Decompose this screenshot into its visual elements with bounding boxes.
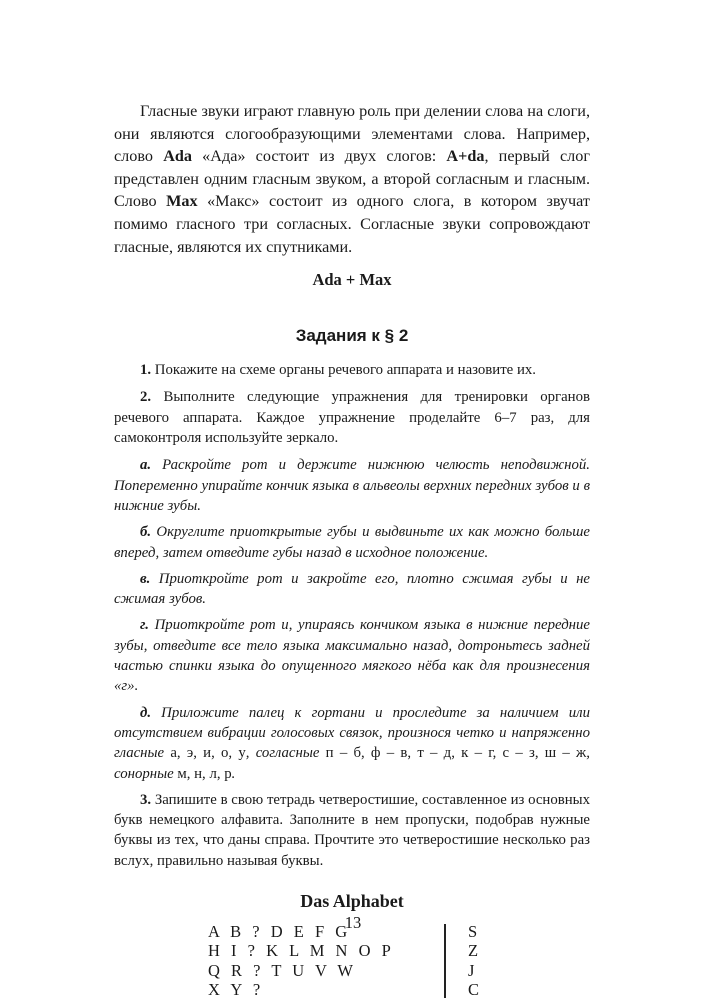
consonant-pairs: п – б, ф – в, т – д, к – г, с – з, ш – ж <box>325 745 587 762</box>
example-word-max: Max <box>166 192 198 211</box>
intro-text-3: , первый слог представлен одним гласным звуком, а второй согласным и гласным. Слово <box>114 147 590 211</box>
letter-options <box>468 922 479 1000</box>
alphabet-row: Q R ? T U V W <box>208 960 357 980</box>
task-2 <box>114 387 590 448</box>
exercise-letter: в. <box>140 570 151 587</box>
letter-option: C <box>468 980 480 1000</box>
alphabet-row: H I ? K L M N O P <box>208 941 395 961</box>
exercise-text: . <box>231 765 236 782</box>
intro-text-4: «Макс» состоит из одного слога, в котором звучат помимо гласного три согласных. Согласные звуки сопровождают гласные, являются их спутниками. <box>114 192 590 256</box>
task-text: Выполните следующие упражнения для тренировки органов речевого аппарата. Каждое упражнение проделайте 6–7 раз, для самоконтроля используйте зеркало. <box>114 389 590 447</box>
alphabet-block <box>114 922 590 1000</box>
task-3 <box>114 790 590 871</box>
alphabet-row: X Y ? <box>208 980 264 1000</box>
exercise-text: Приложите палец к гортани и проследите за наличием или отсутствием вибрации голосовых связок, произнося четко и напряженно гласные <box>114 704 590 762</box>
alphabet-title: Das Alphabet <box>300 890 404 911</box>
exercise-text: , согласные <box>245 745 326 762</box>
exercise-b <box>114 522 590 563</box>
alphabet-rows <box>208 922 394 1000</box>
vowel-list: а, э, и, о, у <box>170 745 246 762</box>
task-1 <box>114 360 590 380</box>
exercise-text: Приоткройте рот и закройте его, плотно сжимая губы и не сжимая зубов. <box>114 570 590 608</box>
exercise-text: Раскройте рот и держите нижнюю челюсть неподвижной. Попеременно упирайте кончик языка в альвеолы верхних передних зубов и в нижние зубы. <box>114 457 590 514</box>
letter-option: J <box>468 960 475 980</box>
letter-option: Z <box>468 941 479 961</box>
exercise-text: Округлите приоткрытые губы и выдвиньте их как можно больше вперед, затем отведите губы назад в исходное положение. <box>114 524 590 561</box>
exercise-text: , сонорные <box>114 745 590 782</box>
exercise-text: Приоткройте рот и, упираясь кончиком языка в нижние передние зубы, отведите все тело языка максимально назад, дотроньтесь задней частью спинки языка до опущенного мягкого нёба как для произнесения «г». <box>114 617 590 695</box>
example-word-ada: Ada <box>163 147 192 166</box>
task-text: Запишите в свою тетрадь четверостишие, составленное из основных букв немецкого алфавита. Заполните в нем пропуски, подобрав нужные буквы из тех, что даны справа. Прочтите это четверостишие несколько раз вслух, правильно называя буквы. <box>114 791 590 869</box>
exercise-letter: д. <box>140 704 152 721</box>
section-heading: Задания к § 2 <box>295 326 409 346</box>
letter-option: S <box>468 921 478 941</box>
task-number: 3. <box>140 791 152 808</box>
separator-line <box>444 924 446 998</box>
exercise-letter: б. <box>140 524 152 541</box>
task-text: Покажите на схеме органы речевого аппарата и назовите их. <box>151 362 536 379</box>
sonorant-list: м, н, л, р <box>177 765 232 782</box>
intro-text-2: «Ада» состоит из двух слогов: <box>191 147 447 166</box>
exercise-letter: г. <box>140 617 149 634</box>
exercise-g <box>114 615 590 696</box>
exercise-a <box>114 455 590 516</box>
example-formula: Ada + Max <box>312 270 392 290</box>
intro-paragraph <box>114 100 590 258</box>
page-content <box>114 100 590 1000</box>
exercise-v <box>114 569 590 610</box>
alphabet-row: A B ? D E F G <box>208 921 351 941</box>
task-number: 2. <box>140 389 152 406</box>
intro-text-1: Гласные звуки играют главную роль при делении слова на слоги, они являются слогообразующими элементами слова. Например, слово <box>114 102 590 166</box>
task-number: 1. <box>140 362 152 379</box>
example-syllables: A+da <box>446 147 485 166</box>
exercise-d <box>114 703 590 784</box>
page-number: 13 <box>344 913 362 932</box>
exercise-letter: а. <box>140 457 152 474</box>
